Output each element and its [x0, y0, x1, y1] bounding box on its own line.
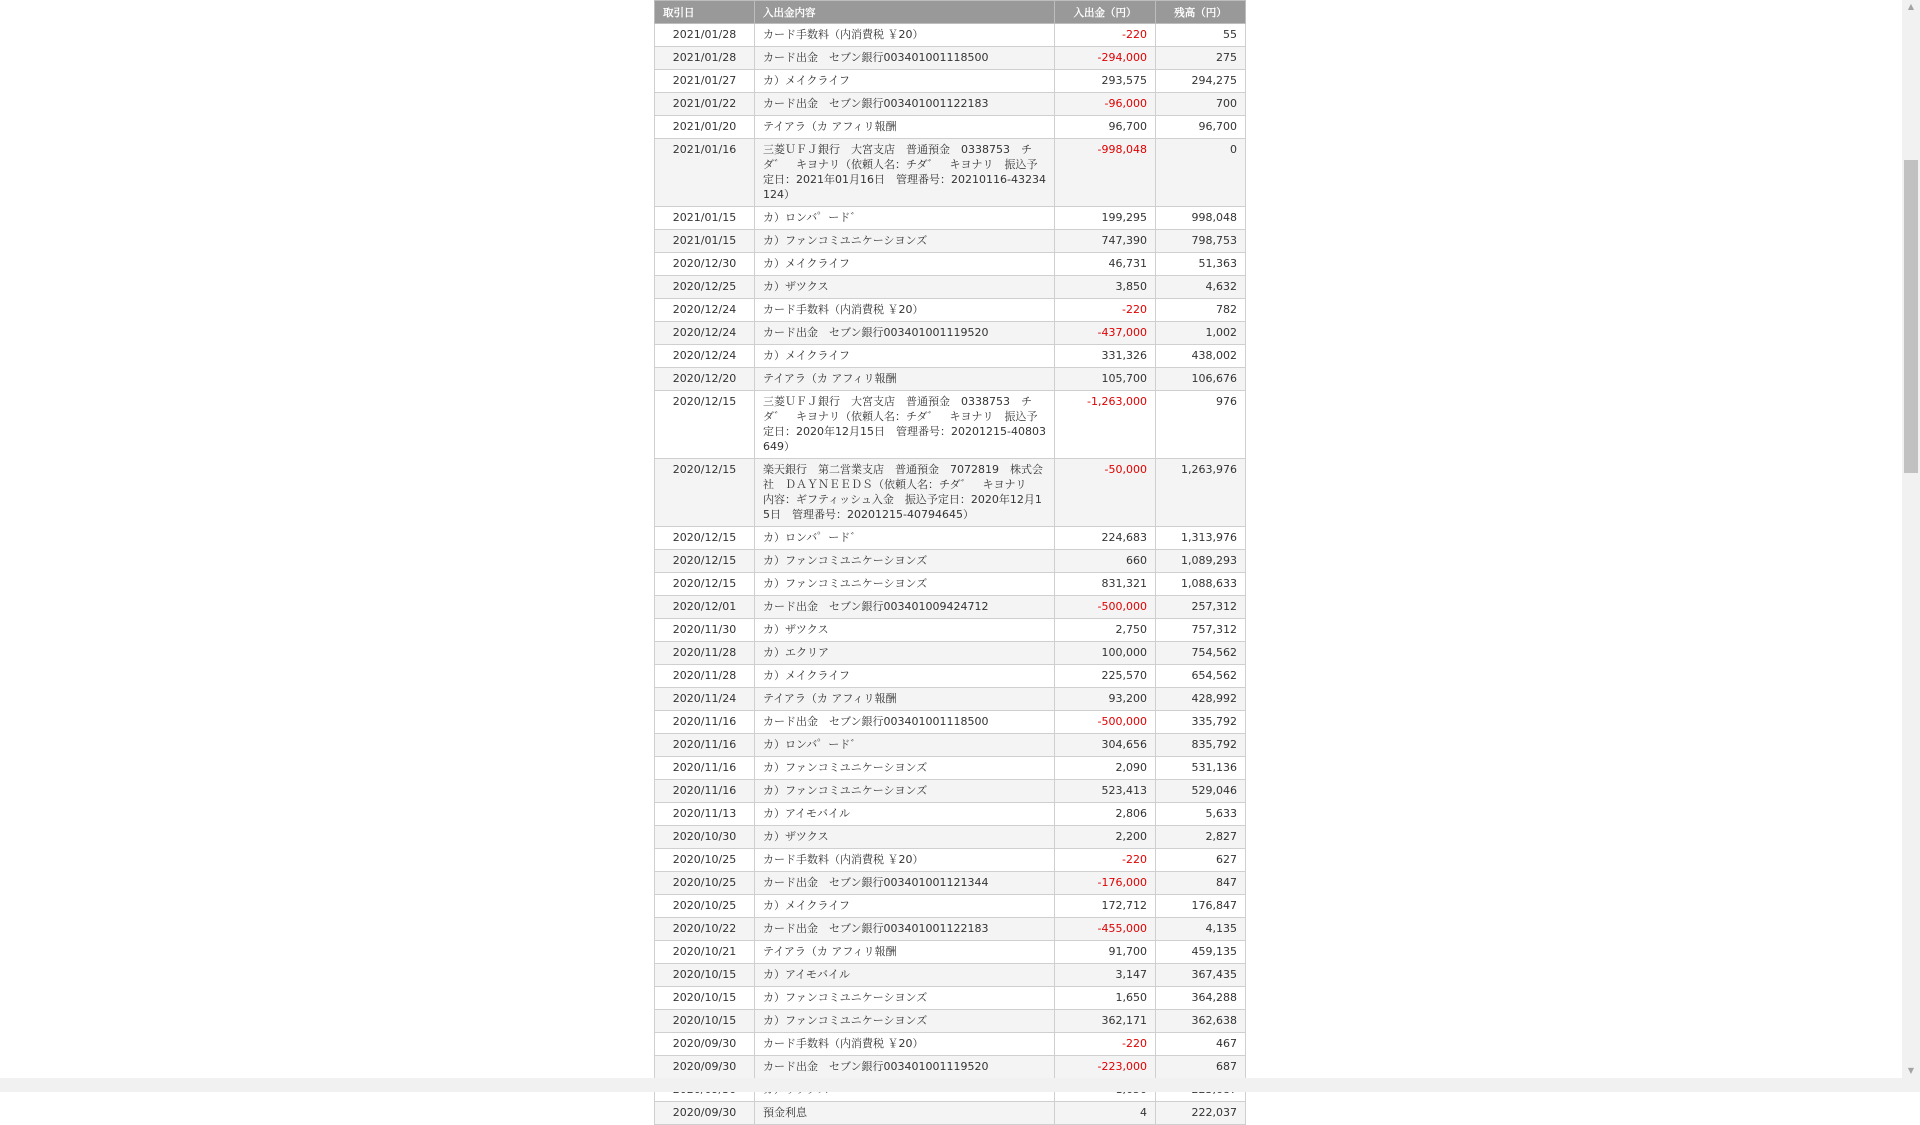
cell-description: カード手数料（内消費税 ￥20） [755, 849, 1055, 872]
cell-amount: -176,000 [1055, 872, 1156, 895]
cell-description: カ）ロンバ゜ード゛ [755, 527, 1055, 550]
table-row [655, 780, 1246, 803]
cell-amount: -294,000 [1055, 47, 1156, 70]
cell-date: 2020/11/30 [655, 619, 755, 642]
cell-date: 2021/01/28 [655, 24, 755, 47]
cell-amount: 304,656 [1055, 734, 1156, 757]
table-row [655, 139, 1246, 207]
cell-date: 2020/12/30 [655, 253, 755, 276]
cell-amount: -96,000 [1055, 93, 1156, 116]
cell-date: 2020/10/25 [655, 895, 755, 918]
cell-description: カ）ファンコミユニケーシヨンズ [755, 230, 1055, 253]
table-row [655, 803, 1246, 826]
cell-balance: 106,676 [1156, 368, 1246, 391]
cell-date: 2020/11/16 [655, 711, 755, 734]
cell-description: カ）アイモバイル [755, 964, 1055, 987]
cell-date: 2020/10/25 [655, 872, 755, 895]
table-row [655, 368, 1246, 391]
cell-date: 2020/11/13 [655, 803, 755, 826]
cell-description: カ）メイクライフ [755, 895, 1055, 918]
cell-description: カ）ロンバ゜ード゛ [755, 207, 1055, 230]
table-row [655, 688, 1246, 711]
table-row [655, 941, 1246, 964]
cell-amount: 3,147 [1055, 964, 1156, 987]
cell-amount: 2,750 [1055, 619, 1156, 642]
cell-description: カード手数料（内消費税 ￥20） [755, 24, 1055, 47]
scroll-down-arrow-icon[interactable]: ▼ [1907, 1066, 1915, 1075]
cell-amount: 172,712 [1055, 895, 1156, 918]
cell-description: 預金利息 [755, 1102, 1055, 1125]
table-row [655, 619, 1246, 642]
cell-date: 2021/01/20 [655, 116, 755, 139]
cell-balance: 654,562 [1156, 665, 1246, 688]
cell-description: カ）ザツクス [755, 619, 1055, 642]
cell-amount: 660 [1055, 550, 1156, 573]
cell-date: 2020/10/15 [655, 987, 755, 1010]
table-row [655, 596, 1246, 619]
cell-description: カード出金 セブン銀行003401001118500 [755, 711, 1055, 734]
cell-amount: 1,650 [1055, 987, 1156, 1010]
cell-description: テイアラ（カ アフィリ報酬 [755, 116, 1055, 139]
cell-amount: 293,575 [1055, 70, 1156, 93]
cell-description: カード出金 セブン銀行003401001121344 [755, 872, 1055, 895]
cell-description: カ）ファンコミユニケーシヨンズ [755, 987, 1055, 1010]
table-row [655, 322, 1246, 345]
cell-balance: 51,363 [1156, 253, 1246, 276]
cell-balance: 798,753 [1156, 230, 1246, 253]
cell-date: 2021/01/15 [655, 207, 755, 230]
cell-date: 2020/12/15 [655, 391, 755, 459]
cell-date: 2021/01/16 [655, 139, 755, 207]
cell-description: カ）メイクライフ [755, 253, 1055, 276]
table-row [655, 299, 1246, 322]
cell-amount: -437,000 [1055, 322, 1156, 345]
cell-description: カード出金 セブン銀行003401009424712 [755, 596, 1055, 619]
cell-balance: 5,633 [1156, 803, 1246, 826]
table-row [655, 757, 1246, 780]
cell-amount: 105,700 [1055, 368, 1156, 391]
cell-amount: 4 [1055, 1102, 1156, 1125]
cell-description: カ）ファンコミユニケーシヨンズ [755, 1010, 1055, 1033]
cell-amount: 2,806 [1055, 803, 1156, 826]
table-row [655, 1102, 1246, 1125]
cell-date: 2020/10/22 [655, 918, 755, 941]
cell-date: 2020/10/21 [655, 941, 755, 964]
cell-balance: 257,312 [1156, 596, 1246, 619]
cell-amount: -1,263,000 [1055, 391, 1156, 459]
cell-date: 2021/01/27 [655, 70, 755, 93]
cell-balance: 754,562 [1156, 642, 1246, 665]
cell-date: 2020/12/24 [655, 299, 755, 322]
table-row [655, 207, 1246, 230]
cell-date: 2021/01/28 [655, 47, 755, 70]
cell-date: 2020/11/28 [655, 665, 755, 688]
cell-date: 2020/12/15 [655, 459, 755, 527]
cell-amount: -220 [1055, 24, 1156, 47]
cell-date: 2020/12/15 [655, 527, 755, 550]
cell-description: テイアラ（カ アフィリ報酬 [755, 688, 1055, 711]
cell-description: カ）メイクライフ [755, 345, 1055, 368]
cell-date: 2020/11/24 [655, 688, 755, 711]
cell-description: カード手数料（内消費税 ￥20） [755, 1033, 1055, 1056]
cell-date: 2020/10/30 [655, 826, 755, 849]
table-row [655, 276, 1246, 299]
cell-description: カ）ザツクス [755, 276, 1055, 299]
table-row [655, 987, 1246, 1010]
table-row [655, 230, 1246, 253]
cell-balance: 294,275 [1156, 70, 1246, 93]
cell-amount: -50,000 [1055, 459, 1156, 527]
cell-description: テイアラ（カ アフィリ報酬 [755, 941, 1055, 964]
cell-amount: 93,200 [1055, 688, 1156, 711]
cell-description: カ）ファンコミユニケーシヨンズ [755, 757, 1055, 780]
table-row [655, 527, 1246, 550]
table-row [655, 826, 1246, 849]
cell-date: 2020/12/15 [655, 573, 755, 596]
table-row [655, 345, 1246, 368]
cell-description: カード出金 セブン銀行003401001118500 [755, 47, 1055, 70]
cell-amount: -220 [1055, 299, 1156, 322]
cell-date: 2021/01/22 [655, 93, 755, 116]
cell-description: カード出金 セブン銀行003401001119520 [755, 1056, 1055, 1079]
cell-date: 2020/11/16 [655, 734, 755, 757]
cell-balance: 367,435 [1156, 964, 1246, 987]
cell-balance: 847 [1156, 872, 1246, 895]
table-row [655, 918, 1246, 941]
table-row [655, 459, 1246, 527]
cell-description: カ）アイモバイル [755, 803, 1055, 826]
cell-date: 2020/10/25 [655, 849, 755, 872]
cell-balance: 222,037 [1156, 1102, 1246, 1125]
cell-amount: 100,000 [1055, 642, 1156, 665]
column-header-date: 取引日 [655, 1, 755, 24]
table-row [655, 1010, 1246, 1033]
cell-date: 2020/12/15 [655, 550, 755, 573]
table-row [655, 391, 1246, 459]
cell-amount: 362,171 [1055, 1010, 1156, 1033]
table-row [655, 1033, 1246, 1056]
cell-amount: -500,000 [1055, 596, 1156, 619]
cell-balance: 275 [1156, 47, 1246, 70]
horizontal-scrollbar[interactable] [0, 1078, 1920, 1092]
cell-balance: 362,638 [1156, 1010, 1246, 1033]
cell-date: 2020/12/20 [655, 368, 755, 391]
cell-description: カ）ロンバ゜ード゛ [755, 734, 1055, 757]
cell-description: カード出金 セブン銀行003401001122183 [755, 93, 1055, 116]
transaction-table-body [655, 24, 1246, 1125]
scrollbar-thumb[interactable] [1904, 160, 1918, 473]
cell-description: カ）ファンコミユニケーシヨンズ [755, 550, 1055, 573]
table-row [655, 116, 1246, 139]
cell-amount: 199,295 [1055, 207, 1156, 230]
table-row [655, 711, 1246, 734]
cell-description: カ）ザツクス [755, 826, 1055, 849]
cell-date: 2020/09/30 [655, 1056, 755, 1079]
cell-amount: 331,326 [1055, 345, 1156, 368]
cell-amount: -223,000 [1055, 1056, 1156, 1079]
table-row [655, 47, 1246, 70]
vertical-scrollbar[interactable] [1902, 0, 1920, 1078]
table-row [655, 642, 1246, 665]
cell-description: カ）メイクライフ [755, 665, 1055, 688]
cell-date: 2020/10/15 [655, 1010, 755, 1033]
cell-description: 三菱ＵＦＪ銀行 大宮支店 普通預金 0338753 チダ゛ キヨナリ（依頼人名：チダ゛ キヨナリ 振込予定日：2021年01月16日 管理番号：20210116-43234124） [755, 139, 1055, 207]
cell-balance: 998,048 [1156, 207, 1246, 230]
cell-amount: 225,570 [1055, 665, 1156, 688]
cell-balance: 1,088,633 [1156, 573, 1246, 596]
cell-amount: 747,390 [1055, 230, 1156, 253]
cell-amount: 91,700 [1055, 941, 1156, 964]
cell-amount: -220 [1055, 1033, 1156, 1056]
cell-description: 楽天銀行 第二営業支店 普通預金 7072819 株式会社 ＤＡＹＮＥＥＤＳ（依頼人名：チダ゛ キヨナリ 内容：ギフティッシュ入金 振込予定日：2020年12月15日 管理番号：20201215-40794645） [755, 459, 1055, 527]
cell-balance: 835,792 [1156, 734, 1246, 757]
cell-amount: -500,000 [1055, 711, 1156, 734]
cell-date: 2020/12/25 [655, 276, 755, 299]
cell-balance: 531,136 [1156, 757, 1246, 780]
cell-amount: 3,850 [1055, 276, 1156, 299]
cell-amount: -220 [1055, 849, 1156, 872]
table-row [655, 665, 1246, 688]
cell-balance: 364,288 [1156, 987, 1246, 1010]
table-row [655, 1056, 1246, 1079]
table-row [655, 734, 1246, 757]
cell-date: 2020/09/30 [655, 1102, 755, 1125]
cell-balance: 96,700 [1156, 116, 1246, 139]
cell-description: テイアラ（カ アフィリ報酬 [755, 368, 1055, 391]
cell-amount: -998,048 [1055, 139, 1156, 207]
cell-amount: 2,200 [1055, 826, 1156, 849]
cell-description: カード出金 セブン銀行003401001122183 [755, 918, 1055, 941]
cell-description: カ）エクリア [755, 642, 1055, 665]
cell-description: 三菱ＵＦＪ銀行 大宮支店 普通預金 0338753 チダ゛ キヨナリ（依頼人名：チダ゛ キヨナリ 振込予定日：2020年12月15日 管理番号：20201215-40803649） [755, 391, 1055, 459]
cell-balance: 976 [1156, 391, 1246, 459]
cell-balance: 687 [1156, 1056, 1246, 1079]
column-header-balance: 残高（円） [1156, 1, 1246, 24]
cell-balance: 2,827 [1156, 826, 1246, 849]
table-row [655, 70, 1246, 93]
cell-balance: 467 [1156, 1033, 1246, 1056]
table-row [655, 849, 1246, 872]
cell-balance: 1,313,976 [1156, 527, 1246, 550]
table-row [655, 253, 1246, 276]
cell-amount: -455,000 [1055, 918, 1156, 941]
cell-amount: 96,700 [1055, 116, 1156, 139]
cell-balance: 1,263,976 [1156, 459, 1246, 527]
cell-balance: 529,046 [1156, 780, 1246, 803]
cell-amount: 46,731 [1055, 253, 1156, 276]
cell-balance: 1,002 [1156, 322, 1246, 345]
cell-balance: 4,632 [1156, 276, 1246, 299]
cell-amount: 523,413 [1055, 780, 1156, 803]
column-header-amount: 入出金（円） [1055, 1, 1156, 24]
cell-amount: 224,683 [1055, 527, 1156, 550]
cell-amount: 2,090 [1055, 757, 1156, 780]
cell-balance: 55 [1156, 24, 1246, 47]
cell-balance: 428,992 [1156, 688, 1246, 711]
cell-balance: 176,847 [1156, 895, 1246, 918]
cell-date: 2020/11/28 [655, 642, 755, 665]
table-row [655, 93, 1246, 116]
cell-balance: 459,135 [1156, 941, 1246, 964]
cell-balance: 0 [1156, 139, 1246, 207]
cell-balance: 782 [1156, 299, 1246, 322]
cell-description: カ）ファンコミユニケーシヨンズ [755, 780, 1055, 803]
table-row [655, 964, 1246, 987]
cell-balance: 757,312 [1156, 619, 1246, 642]
table-header-row [655, 1, 1246, 24]
table-row [655, 895, 1246, 918]
cell-balance: 438,002 [1156, 345, 1246, 368]
cell-date: 2020/12/24 [655, 345, 755, 368]
cell-balance: 4,135 [1156, 918, 1246, 941]
cell-date: 2020/09/30 [655, 1033, 755, 1056]
table-row [655, 872, 1246, 895]
cell-date: 2020/12/24 [655, 322, 755, 345]
table-row [655, 550, 1246, 573]
cell-date: 2020/10/15 [655, 964, 755, 987]
cell-description: カード手数料（内消費税 ￥20） [755, 299, 1055, 322]
cell-date: 2020/12/01 [655, 596, 755, 619]
cell-balance: 335,792 [1156, 711, 1246, 734]
table-row [655, 573, 1246, 596]
cell-balance: 700 [1156, 93, 1246, 116]
cell-description: カ）メイクライフ [755, 70, 1055, 93]
cell-balance: 1,089,293 [1156, 550, 1246, 573]
table-row [655, 24, 1246, 47]
cell-date: 2020/11/16 [655, 757, 755, 780]
cell-description: カード出金 セブン銀行003401001119520 [755, 322, 1055, 345]
cell-balance: 627 [1156, 849, 1246, 872]
cell-amount: 831,321 [1055, 573, 1156, 596]
column-header-description: 入出金内容 [755, 1, 1055, 24]
cell-date: 2021/01/15 [655, 230, 755, 253]
cell-date: 2020/11/16 [655, 780, 755, 803]
scroll-up-arrow-icon[interactable]: ▲ [1907, 2, 1915, 11]
cell-description: カ）ファンコミユニケーシヨンズ [755, 573, 1055, 596]
transaction-table [654, 0, 1246, 1125]
